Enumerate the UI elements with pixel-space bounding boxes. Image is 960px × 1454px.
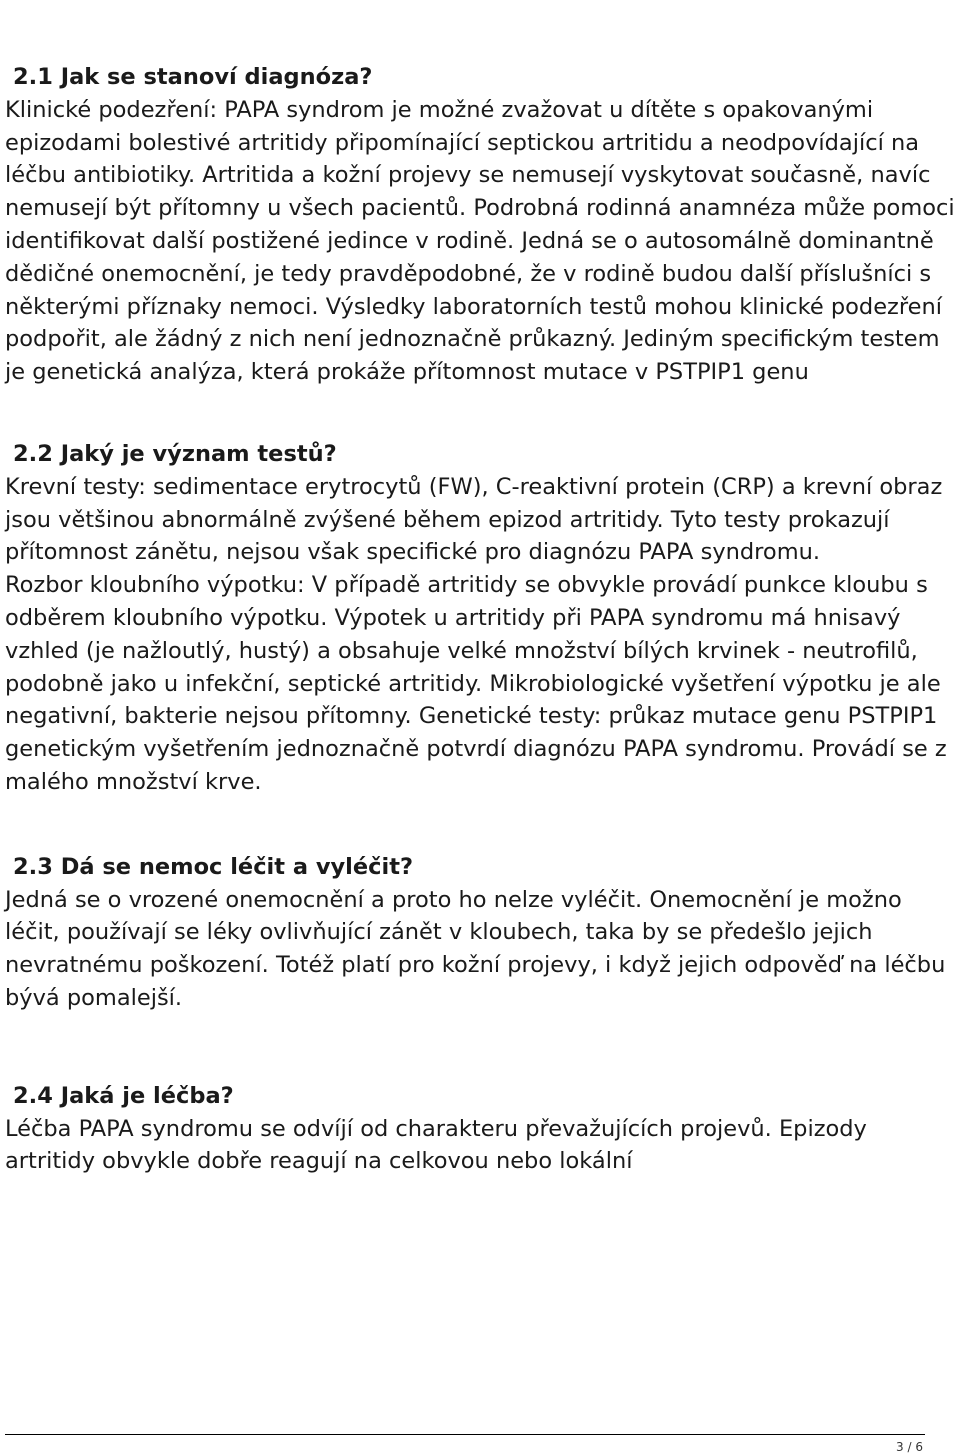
section-heading: 2.1 Jak se stanoví diagnóza? [13, 64, 373, 90]
page-number: 3 / 6 [896, 1440, 923, 1454]
section-spacer [5, 389, 955, 438]
section-paragraph: Klinické podezření: PAPA syndrom je možné zvažovat u dítěte s opakovanými epizodami bolestivé artritidy připomínající septickou artritidu a neodpovídající na léčbu antibiotiky. Artritida a kožní projevy se nemusejí vyskytovat současně, navíc nemusejí být přítomny u všech pacientů. Podrobná rodinná anamnéza může pomoci identifikovat další postižené jedince v rodině. Jedná se o autosomálně dominantně dědičné onemocnění, je tedy pravděpodobné, že v rodině budou další příslušníci s některými příznaky nemoci. Výsledky laboratorních testů mohou klinické podezření podpořit, ale žádný z nich není jednoznačně průkazný. Jediným specifickým testem je genetická analýza, která prokáže přítomnost mutace v PSTPIP1 genu [5, 96, 955, 386]
section-treatment [5, 1080, 955, 1178]
section-paragraph: Rozbor kloubního výpotku: V případě artritidy se obvykle provádí punkce kloubu s odběrem kloubního výpotku. Výpotek u artritidy při PAPA syndromu má hnisavý vzhled (je nažloutlý, hustý) a obsahuje velké množství bílých krvinek - neutrofilů, podobně jako u infekční, septické artritidy. Mikrobiologické vyšetření výpotku je ale negativní, bakterie nejsou přítomny. Genetické testy: průkaz mutace genu PSTPIP1 genetickým vyšetřením jednoznačně potvrdí diagnózu PAPA syndromu. Provádí se z malého množství krve. [5, 572, 947, 795]
footer-divider [5, 1434, 925, 1435]
section-paragraph: Léčba PAPA syndromu se odvíjí od charakteru převažujících projevů. Epizody artritidy obvykle dobře reagují na celkovou nebo lokální [5, 1115, 867, 1175]
section-paragraph: Jedná se o vrozené onemocnění a proto ho nelze vyléčit. Onemocnění je možno léčit, používají se léky ovlivňující zánět v kloubech, taka by se předešlo jejich nevratnému poškození. Totéž platí pro kožní projevy, i když jejich odpověď na léčbu bývá pomalejší. [5, 886, 946, 1011]
section-cure [5, 851, 955, 1015]
section-spacer [5, 799, 955, 851]
document-page [5, 61, 955, 1178]
section-heading: 2.2 Jaký je význam testů? [13, 440, 337, 467]
section-heading: 2.3 Dá se nemoc léčit a vyléčit? [13, 853, 414, 880]
section-paragraph: Krevní testy: sedimentace erytrocytů (FW), C-reaktivní protein (CRP) a krevní obraz jsou většinou abnormálně zvýšené během epizod artritidy. Tyto testy prokazují přítomnost zánětu, nejsou však specifické pro diagnózu PAPA syndromu. [5, 473, 943, 566]
section-diagnosis [5, 61, 955, 389]
section-heading: 2.4 Jaká je léčba? [13, 1082, 234, 1109]
section-spacer [5, 1015, 955, 1080]
section-tests [5, 438, 955, 799]
